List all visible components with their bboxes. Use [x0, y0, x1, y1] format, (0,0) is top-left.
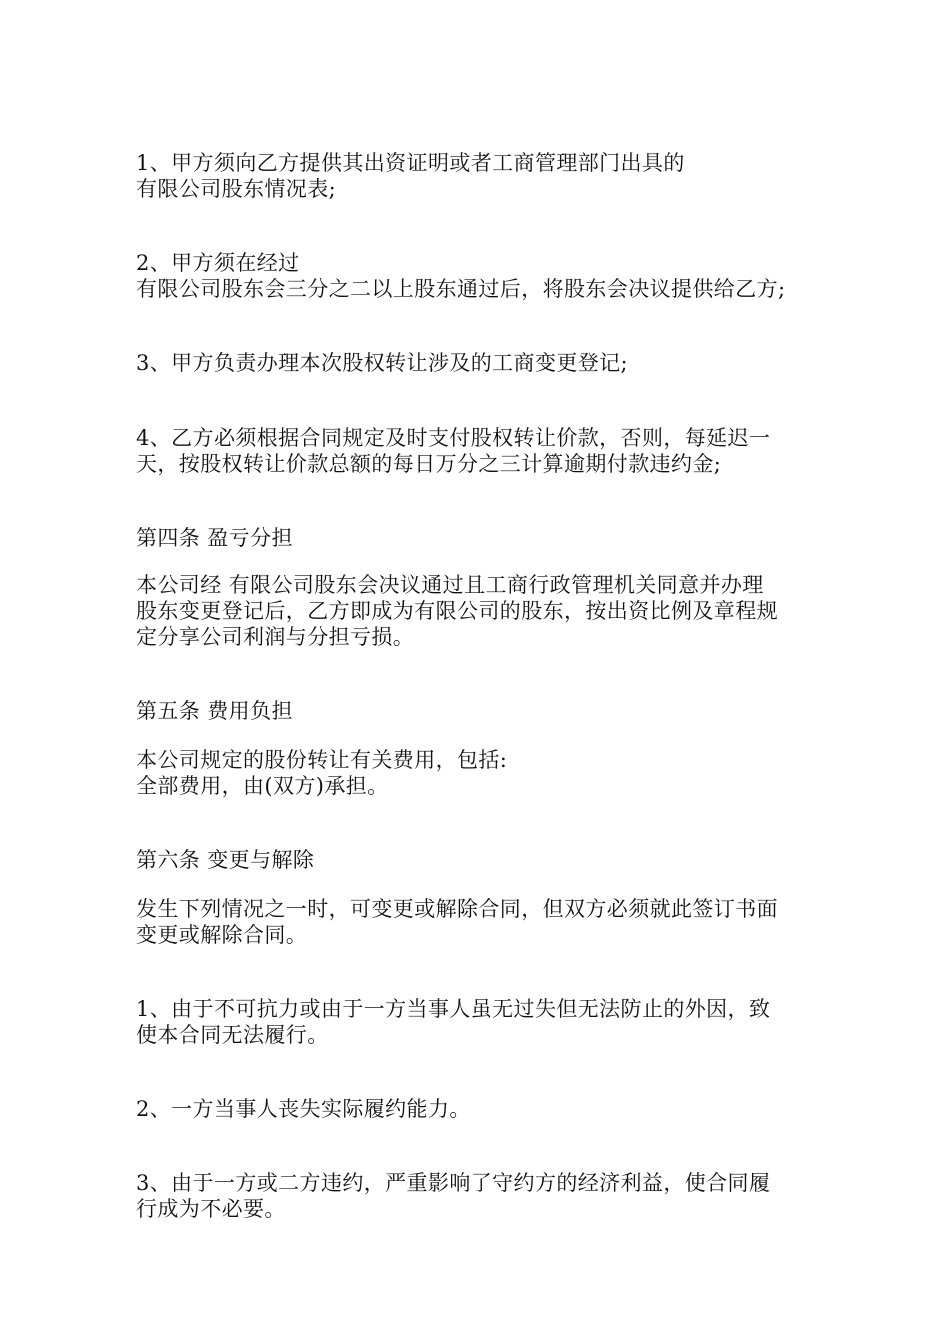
text-line: 本公司经 有限公司股东会决议通过且工商行政管理机关同意并办理: [136, 573, 764, 597]
article-6-heading: [136, 847, 826, 873]
text-line: 股东变更登记后，乙方即成为有限公司的股东，按出资比例及章程规: [136, 599, 778, 623]
clause-item-3-registration: [136, 350, 826, 376]
text-line: 全部费用，由(双方)承担。: [136, 774, 389, 798]
article-6-case-3: [136, 1170, 826, 1222]
text-line: 1、甲方须向乙方提供其出资证明或者工商管理部门出具的: [136, 151, 685, 175]
text-line: 3、甲方负责办理本次股权转让涉及的工商变更登记;: [136, 351, 629, 375]
text-line: 3、由于一方或二方违约，严重影响了守约方的经济利益，使合同履: [136, 1171, 771, 1195]
clause-item-1-provide-capital-proof: [136, 150, 826, 202]
article-5-body: [136, 747, 826, 799]
text-line: 第六条 变更与解除: [136, 848, 315, 872]
text-line: 本公司规定的股份转让有关费用，包括:: [136, 748, 508, 772]
clause-item-2-shareholder-resolution: [136, 250, 826, 302]
text-line: 定分享公司利润与分担亏损。: [136, 625, 415, 649]
article-4-body: [136, 572, 826, 650]
text-line: 变更或解除合同。: [136, 923, 308, 947]
text-line: 第四条 盈亏分担: [136, 526, 293, 550]
article-6-body: [136, 896, 826, 948]
text-line: 有限公司股东情况表;: [136, 177, 337, 201]
text-line: 1、由于不可抗力或由于一方当事人虽无过失但无法防止的外因，致: [136, 997, 771, 1021]
text-line: 4、乙方必须根据合同规定及时支付股权转让价款，否则，每延迟一: [136, 426, 771, 450]
text-line: 有限公司股东会三分之二以上股东通过后，将股东会决议提供给乙方;: [136, 277, 786, 301]
text-line: 2、甲方须在经过: [136, 251, 300, 275]
text-line: 天，按股权转让价款总额的每日万分之三计算逾期付款违约金;: [136, 452, 722, 476]
text-line: 行成为不必要。: [136, 1197, 286, 1221]
text-line: 第五条 费用负担: [136, 699, 293, 723]
article-4-heading: [136, 525, 826, 551]
clause-item-4-payment-penalty: [136, 425, 826, 477]
text-line: 使本合同无法履行。: [136, 1023, 329, 1047]
text-line: 2、一方当事人丧失实际履约能力。: [136, 1097, 471, 1121]
article-5-heading: [136, 698, 826, 724]
text-line: 发生下列情况之一时，可变更或解除合同，但双方必须就此签订书面: [136, 897, 778, 921]
article-6-case-2: [136, 1096, 826, 1122]
article-6-case-1: [136, 996, 826, 1048]
